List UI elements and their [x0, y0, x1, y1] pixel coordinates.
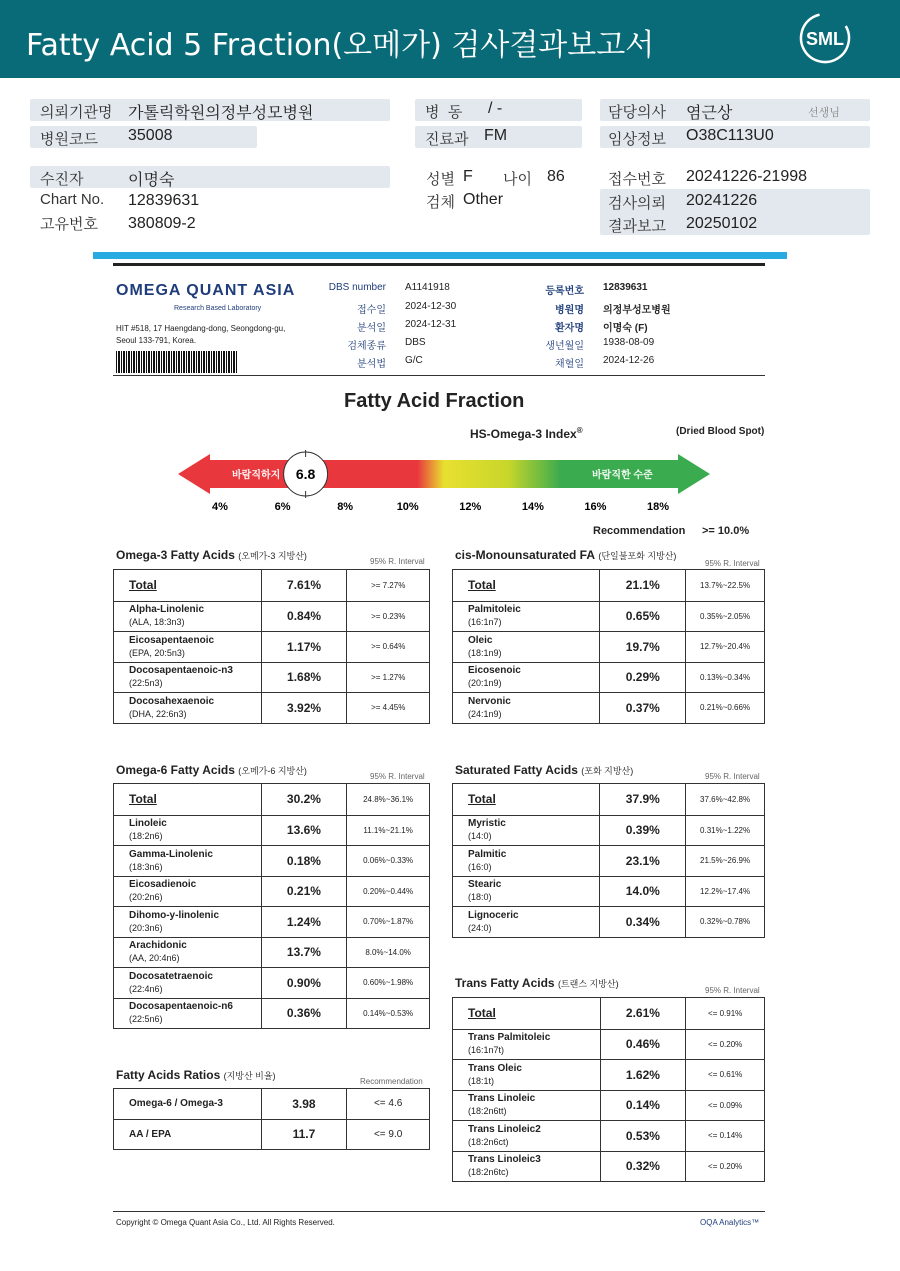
recvdate-label: 접수일 — [357, 305, 386, 316]
gauge-tick-label: 6% — [274, 501, 291, 513]
gauge-marker — [284, 450, 328, 498]
dept-label: 진료과 — [425, 131, 469, 148]
ri-label-trans: 95% R. Interval — [705, 986, 760, 995]
fa-name-text: Palmitic — [468, 848, 507, 860]
footer-rule — [113, 1211, 765, 1212]
fa-range: >= 0.23% — [347, 601, 430, 632]
recv-value: 20241226-21998 — [686, 168, 808, 185]
fa-code: (18:2n6tt) — [468, 1106, 507, 1117]
chart-value: 12839631 — [128, 192, 200, 209]
fa-name-text: Oleic — [468, 634, 493, 646]
table-row — [114, 693, 430, 724]
fa-name — [453, 1029, 601, 1060]
age-value: 86 — [547, 168, 565, 185]
fa-name — [114, 815, 262, 846]
specimen-label: 검체 — [426, 194, 455, 211]
rec-small-label: Recommendation — [360, 1077, 423, 1086]
fa-code: (18:1t) — [468, 1075, 495, 1086]
table-row — [114, 570, 430, 602]
fa-code: (20:3n6) — [129, 922, 163, 933]
fa-range: 12.2%~17.4% — [686, 876, 765, 907]
ward-value: / - — [488, 100, 503, 117]
table-row — [114, 662, 430, 693]
gauge-tick-label: 18% — [646, 501, 670, 513]
fa-name — [453, 907, 600, 938]
pat-label: 환자명 — [555, 323, 584, 334]
table-row — [114, 937, 430, 968]
fa-value: 11.7 — [261, 1119, 347, 1150]
gauge-tick-label: 4% — [212, 501, 228, 513]
gauge-tick-label: 12% — [459, 501, 482, 513]
table-row — [453, 998, 765, 1030]
dob-label: 생년월일 — [545, 341, 584, 352]
fa-value: 0.34% — [600, 907, 686, 938]
fa-range: 0.60%~1.98% — [347, 968, 430, 999]
fa-name-text: Myristic — [468, 818, 506, 830]
table-row — [114, 968, 430, 999]
gauge-tick-label: 14% — [521, 501, 544, 513]
fa-range: 0.14%~0.53% — [347, 998, 430, 1029]
oqa-address2: Seoul 133-791, Korea. — [116, 336, 197, 345]
fa-name — [114, 846, 262, 877]
table-row — [453, 693, 765, 724]
fa-name-text: Stearic — [468, 879, 502, 891]
ward-label: 병 동 — [425, 104, 463, 121]
fa-name — [114, 662, 262, 693]
fa-code: (22:4n6) — [129, 983, 163, 994]
fa-value: 21.1% — [600, 570, 686, 602]
table-row — [453, 876, 765, 907]
gauge-tick-label: 8% — [337, 501, 354, 513]
fa-range: 0.31%~1.22% — [686, 815, 765, 846]
fa-value: 0.46% — [600, 1029, 686, 1060]
id-value: 380809-2 — [128, 215, 196, 232]
dbs-value: A1141918 — [405, 282, 450, 293]
fa-name-text: Trans Linoleic3 — [468, 1154, 541, 1166]
fa-name-text: Trans Linoleic — [468, 1093, 536, 1105]
fa-code: (24:1n9) — [468, 708, 502, 719]
fa-value: 37.9% — [600, 784, 686, 816]
fa-range: 11.1%~21.1% — [347, 815, 430, 846]
table-row — [114, 784, 430, 816]
table-row — [114, 907, 430, 938]
reg-label: 등록번호 — [545, 286, 584, 297]
inst-value: 가톨릭학원의정부성모병원 — [128, 105, 314, 122]
doctor-value: 염근상 — [686, 105, 733, 122]
sml-logo — [799, 12, 851, 64]
doctor-label: 담당의사 — [608, 104, 666, 121]
fa-name-text: Palmitoleic — [468, 604, 521, 616]
fa-name-text: Gamma-Linolenic — [129, 848, 213, 860]
table-row — [453, 1151, 765, 1182]
fa-name-text: Lignoceric — [468, 909, 519, 921]
copyright: Copyright © Omega Quant Asia Co., Ltd. All Rights Reserved. — [116, 1218, 335, 1227]
fa-name-text: Nervonic — [468, 695, 511, 707]
hosp-value: 의정부성모병원 — [603, 305, 671, 316]
method-label: 분석법 — [357, 359, 386, 370]
fa-value: 0.18% — [261, 846, 347, 877]
specimen-value: Other — [463, 191, 504, 208]
table-row — [453, 632, 765, 663]
fa-name-text: Arachidonic — [129, 940, 187, 952]
fa-range: >= 7.27% — [347, 570, 430, 602]
fa-range: <= 0.20% — [686, 1029, 765, 1060]
fa-code: (18:1n9) — [468, 647, 502, 658]
table-row — [114, 601, 430, 632]
fa-name — [453, 601, 600, 632]
fa-name-text: Total — [129, 791, 157, 806]
fa-range: 13.7%~22.5% — [686, 570, 765, 602]
fa-value: 13.7% — [261, 937, 347, 968]
inst-label: 의뢰기관명 — [40, 104, 113, 121]
ri-label-mono: 95% R. Interval — [705, 559, 760, 568]
fa-code: (ALA, 18:3n3) — [129, 617, 185, 628]
fa-name-text: Omega-6 / Omega-3 — [129, 1098, 223, 1110]
table-row — [453, 570, 765, 602]
page-title: Fatty Acid 5 Fraction(오메가) 검사결과보고서 — [26, 28, 655, 63]
fa-range: 21.5%~26.9% — [686, 846, 765, 877]
fa-code: (20:1n9) — [468, 678, 502, 689]
dbs-label: DBS number — [328, 282, 386, 293]
table-row — [453, 601, 765, 632]
fa-value: 7.61% — [261, 570, 347, 602]
fa-code: (18:3n6) — [129, 861, 163, 872]
id-label: 고유번호 — [40, 216, 98, 233]
fa-name — [114, 601, 262, 632]
fa-range: <= 0.09% — [686, 1090, 765, 1121]
fa-name-text: Eicosadienoic — [129, 879, 197, 891]
footer-brand: OQA Analytics™ — [700, 1218, 760, 1227]
fa-range: 24.8%~36.1% — [347, 784, 430, 816]
fa-value: 0.65% — [600, 601, 686, 632]
name-value: 이명숙 — [128, 172, 175, 189]
fa-name — [453, 876, 600, 907]
mono-table — [452, 569, 765, 724]
index-gauge — [170, 448, 720, 520]
req-value: 20241226 — [686, 192, 758, 209]
fa-code: (16:0) — [468, 861, 492, 872]
fa-name-text: Trans Linoleic2 — [468, 1123, 541, 1135]
index-value: 6.8 — [295, 466, 316, 482]
code-label: 병원코드 — [40, 131, 98, 148]
omega3-table — [113, 569, 430, 724]
recvdate-value: 2024-12-30 — [405, 301, 457, 312]
fa-name-text: Total — [468, 577, 496, 592]
fa-code: (AA, 20:4n6) — [129, 953, 180, 964]
gauge-good-label: 바람직한 수준 — [592, 470, 653, 481]
gauge-ticks — [212, 501, 669, 513]
rep-label: 결과보고 — [608, 218, 666, 235]
fa-code: (16:1n7) — [468, 617, 502, 628]
ratios-table — [113, 1088, 430, 1150]
oqa-address1: HIT #518, 17 Haengdang-dong, Seongdong-gu, — [116, 324, 286, 333]
fa-code: (22:5n3) — [129, 678, 163, 689]
fa-range: 0.35%~2.05% — [686, 601, 765, 632]
table-row — [453, 1121, 765, 1152]
fa-value: 0.39% — [600, 815, 686, 846]
fa-name — [453, 846, 600, 877]
fa-name-text: Docosapentaenoic-n6 — [129, 1001, 233, 1013]
pat-value: 이명숙 (F) — [603, 323, 648, 334]
clinic-value: O38C113U0 — [686, 127, 774, 144]
rep-value: 20250102 — [686, 215, 758, 232]
fa-name — [114, 998, 262, 1029]
table-row — [453, 784, 765, 816]
table-row — [114, 1119, 430, 1150]
fa-value: 3.92% — [261, 693, 347, 724]
fa-range: >= 0.64% — [347, 632, 430, 663]
fa-value: 30.2% — [261, 784, 347, 816]
spectype-label: 검체종류 — [347, 341, 386, 352]
fa-code: (DHA, 22:6n3) — [129, 708, 187, 719]
fa-range: <= 9.0 — [347, 1119, 430, 1150]
fa-name — [114, 876, 262, 907]
sat-title: Saturated Fatty Acids (포화 지방산) — [455, 763, 634, 777]
fa-name — [453, 784, 600, 816]
fa-value: 0.32% — [600, 1151, 686, 1182]
fa-value: 0.21% — [261, 876, 347, 907]
table-row — [453, 1029, 765, 1060]
fa-range: 8.0%~14.0% — [347, 937, 430, 968]
fa-name — [453, 1060, 601, 1091]
fa-range: 37.6%~42.8% — [686, 784, 765, 816]
draw-value: 2024-12-26 — [603, 355, 655, 366]
fa-range: <= 0.61% — [686, 1060, 765, 1091]
table-row — [453, 907, 765, 938]
fa-name-text: Docosahexaenoic — [129, 695, 215, 707]
barcode — [116, 351, 238, 373]
ri-label-omega3: 95% R. Interval — [370, 557, 425, 566]
dob-value: 1938-08-09 — [603, 337, 655, 348]
omega3-title: Omega-3 Fatty Acids (오메가-3 지방산) — [116, 548, 307, 562]
gauge-bad-label: 바람직하지 — [232, 470, 281, 481]
fa-range: 0.70%~1.87% — [347, 907, 430, 938]
fa-name — [453, 662, 600, 693]
fa-value: 0.29% — [600, 662, 686, 693]
spot-label: (Dried Blood Spot) — [676, 426, 765, 437]
fa-name — [114, 937, 262, 968]
trans-table — [452, 997, 765, 1182]
fa-value: 2.61% — [600, 998, 686, 1030]
fa-value: 1.17% — [261, 632, 347, 663]
fa-value: 0.37% — [600, 693, 686, 724]
fa-name — [453, 693, 600, 724]
fa-name-text: Eicosapentaenoic — [129, 634, 215, 646]
fa-name-text: Dihomo-y-linolenic — [129, 909, 219, 921]
fa-value: 3.98 — [261, 1089, 347, 1120]
fa-range: <= 0.14% — [686, 1121, 765, 1152]
fa-name — [453, 998, 601, 1030]
rec-value: >= 10.0% — [702, 525, 750, 537]
fa-name — [114, 907, 262, 938]
fa-name — [453, 570, 600, 602]
oqa-brand: OMEGA QUANT ASIA — [116, 282, 296, 299]
fa-name — [114, 968, 262, 999]
ri-label-sat: 95% R. Interval — [705, 772, 760, 781]
analdate-value: 2024-12-31 — [405, 319, 457, 330]
omega6-table — [113, 783, 430, 1029]
table-row — [114, 815, 430, 846]
ratios-title: Fatty Acids Ratios (지방산 비율) — [116, 1068, 276, 1082]
ri-label-omega6: 95% R. Interval — [370, 772, 425, 781]
fraction-title: Fatty Acid Fraction — [344, 390, 525, 412]
fa-range: 0.06%~0.33% — [347, 846, 430, 877]
fa-name — [114, 570, 262, 602]
table-row — [453, 1060, 765, 1091]
clinic-label: 임상정보 — [608, 131, 666, 148]
fa-name-text: Total — [468, 1005, 496, 1020]
fa-range: 0.32%~0.78% — [686, 907, 765, 938]
chart-label: Chart No. — [40, 191, 105, 208]
analdate-label: 분석일 — [357, 323, 386, 334]
table-row — [114, 1089, 430, 1120]
fa-code: (22:5n6) — [129, 1014, 163, 1025]
fa-range: 0.20%~0.44% — [347, 876, 430, 907]
sex-label: 성별 — [426, 171, 455, 188]
fa-value: 0.14% — [600, 1090, 686, 1121]
fa-code: (16:1n7t) — [468, 1045, 505, 1056]
table-row — [453, 1090, 765, 1121]
fa-name-text: Total — [129, 577, 157, 592]
logo-text: SML — [806, 29, 844, 49]
fa-range: >= 4.45% — [347, 693, 430, 724]
fa-code: (18:2n6tc) — [468, 1167, 509, 1178]
code-value: 35008 — [128, 127, 173, 144]
fa-name — [114, 693, 262, 724]
fa-value: 19.7% — [600, 632, 686, 663]
fa-name — [453, 1121, 601, 1152]
fa-value: 0.84% — [261, 601, 347, 632]
fa-name — [453, 815, 600, 846]
age-label: 나이 — [503, 171, 532, 188]
fa-name-text: Alpha-Linolenic — [129, 604, 204, 616]
fa-name-text: AA / EPA — [129, 1128, 172, 1140]
report-top-rule — [113, 263, 765, 266]
fa-code: (14:0) — [468, 831, 492, 842]
fa-name-text: Eicosenoic — [468, 665, 521, 677]
fa-code: (24:0) — [468, 922, 492, 933]
table-row — [453, 846, 765, 877]
fa-range: <= 0.91% — [686, 998, 765, 1030]
oqa-rule — [113, 375, 765, 376]
fa-name — [114, 1119, 262, 1150]
fa-range: <= 4.6 — [347, 1089, 430, 1120]
fa-value: 0.53% — [600, 1121, 686, 1152]
fa-name-text: Docosatetraenoic — [129, 970, 213, 982]
table-row — [114, 632, 430, 663]
fa-name — [114, 632, 262, 663]
fa-name — [453, 632, 600, 663]
fa-name — [114, 1089, 262, 1120]
fa-range: 0.13%~0.34% — [686, 662, 765, 693]
dept-value: FM — [484, 127, 508, 144]
fa-value: 14.0% — [600, 876, 686, 907]
rec-label: Recommendation — [593, 525, 686, 537]
fa-code: (20:2n6) — [129, 892, 163, 903]
divider-bar — [93, 252, 787, 259]
spectype-value: DBS — [405, 337, 426, 348]
table-row — [453, 662, 765, 693]
fa-range: 0.21%~0.66% — [686, 693, 765, 724]
fa-name — [453, 1090, 601, 1121]
fa-name-text: Total — [468, 791, 496, 806]
fa-value: 1.68% — [261, 662, 347, 693]
fa-name-text: Trans Oleic — [468, 1062, 522, 1074]
fa-range: >= 1.27% — [347, 662, 430, 693]
registered-mark: ® — [576, 426, 583, 435]
fa-name-text: Trans Palmitoleic — [468, 1032, 551, 1044]
sat-table — [452, 783, 765, 938]
fa-value: 13.6% — [261, 815, 347, 846]
fa-value: 1.62% — [600, 1060, 686, 1091]
oqa-sub: Research Based Laboratory — [174, 305, 262, 312]
fa-range: 12.7%~20.4% — [686, 632, 765, 663]
req-label: 검사의뢰 — [608, 195, 666, 212]
sex-value: F — [463, 168, 473, 185]
hosp-label: 병원명 — [555, 305, 584, 316]
fa-value: 23.1% — [600, 846, 686, 877]
table-row — [114, 876, 430, 907]
fa-value: 1.24% — [261, 907, 347, 938]
fa-name — [114, 784, 262, 816]
draw-label: 채혈일 — [555, 359, 584, 370]
recv-label: 접수번호 — [608, 171, 666, 188]
omega6-title: Omega-6 Fatty Acids (오메가-6 지방산) — [116, 763, 307, 777]
doctor-suffix: 선생님 — [808, 107, 840, 119]
band-name — [30, 166, 390, 188]
reg-value: 12839631 — [603, 282, 648, 293]
fa-value: 0.36% — [261, 998, 347, 1029]
fa-code: (EPA, 20:5n3) — [129, 647, 185, 658]
gauge-tick-label: 16% — [584, 501, 607, 513]
gauge-tick-label: 10% — [396, 501, 419, 513]
index-label: HS-Omega-3 Index® — [470, 426, 583, 441]
method-value: G/C — [405, 355, 423, 366]
fa-name-text: Docosapentaenoic-n3 — [129, 665, 233, 677]
fa-code: (18:2n6) — [129, 831, 163, 842]
fa-name-text: Linoleic — [129, 818, 167, 830]
name-label: 수진자 — [40, 171, 84, 188]
mono-title: cis-Monounsaturated FA (단일불포화 지방산) — [455, 548, 677, 562]
fa-value: 0.90% — [261, 968, 347, 999]
table-row — [453, 815, 765, 846]
trans-title: Trans Fatty Acids (트랜스 지방산) — [455, 976, 619, 990]
fa-code: (18:2n6ct) — [468, 1136, 509, 1147]
table-row — [114, 846, 430, 877]
table-row — [114, 998, 430, 1029]
fa-name — [453, 1151, 601, 1182]
fa-code: (18:0) — [468, 892, 492, 903]
fa-range: <= 0.20% — [686, 1151, 765, 1182]
